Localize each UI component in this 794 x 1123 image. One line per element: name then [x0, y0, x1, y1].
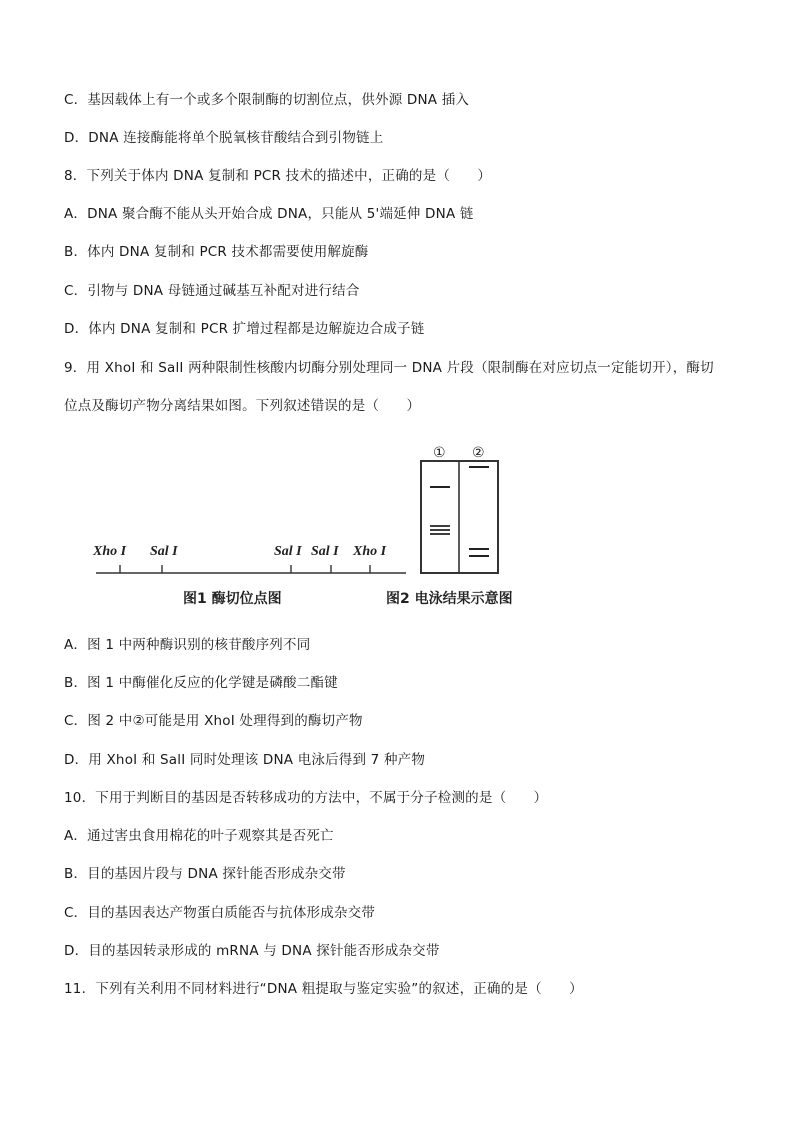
site-label-sal2: Sal I [274, 544, 302, 559]
option-d-q9: D．用 XhoI 和 SalI 同时处理该 DNA 电泳后得到 7 种产物 [64, 752, 426, 768]
fig2-caption: 图2 电泳结果示意图 [386, 591, 513, 607]
option-a-q9: A．图 1 中两种酶识别的核苷酸序列不同 [64, 637, 311, 653]
option-c-q10: C．目的基因表达产物蛋白质能否与抗体形成杂交带 [64, 905, 376, 921]
lane-label-2: ② [472, 445, 485, 461]
option-d-q10: D．目的基因转录形成的 mRNA 与 DNA 探针能否形成杂交带 [64, 943, 440, 959]
option-c-q7: C．基因载体上有一个或多个限制酶的切割位点，供外源 DNA 插入 [64, 92, 470, 108]
fig1-caption: 图1 酶切位点图 [183, 591, 282, 607]
option-b-q9: B．图 1 中酶催化反应的化学键是磷酸二酯键 [64, 675, 338, 691]
lane-label-1: ① [433, 445, 446, 461]
fig2-gel [386, 445, 513, 607]
option-c-q9: C．图 2 中②可能是用 XhoI 处理得到的酶切产物 [64, 713, 363, 729]
option-d-q7: D．DNA 连接酶能将单个脱氧核苷酸结合到引物链上 [64, 130, 384, 146]
question-9-line2: 位点及酶切产物分离结果如图。下列叙述错误的是（ ） [64, 398, 421, 414]
option-d-q8: D．体内 DNA 复制和 PCR 扩增过程都是边解旋边合成子链 [64, 321, 425, 337]
option-a-q8: A．DNA 聚合酶不能从头开始合成 DNA，只能从 5'端延伸 DNA 链 [64, 206, 474, 222]
question-11: 11．下列有关利用不同材料进行“DNA 粗提取与鉴定实验”的叙述，正确的是（ ） [64, 981, 583, 997]
site-label-sal1: Sal I [150, 544, 178, 559]
option-b-q8: B．体内 DNA 复制和 PCR 技术都需要使用解旋酶 [64, 244, 369, 260]
option-c-q8: C．引物与 DNA 母链通过碱基互补配对进行结合 [64, 283, 360, 299]
question-9-line1: 9．用 XhoI 和 SalI 两种限制性核酸内切酶分别处理同一 DNA 片段（限制酶在对应切点一定能切开），酶切 [64, 360, 714, 376]
fig1-site-map [92, 544, 406, 607]
question-10: 10．下用于判断目的基因是否转移成功的方法中，不属于分子检测的是（ ） [64, 790, 548, 806]
option-b-q10: B．目的基因片段与 DNA 探针能否形成杂交带 [64, 866, 346, 882]
site-label-xho1: Xho I [93, 544, 127, 559]
figure [0, 430, 794, 630]
site-label-sal3: Sal I [311, 544, 339, 559]
site-label-xho2: Xho I [353, 544, 387, 559]
question-8: 8．下列关于体内 DNA 复制和 PCR 技术的描述中，正确的是（ ） [64, 168, 492, 184]
option-a-q10: A．通过害虫食用棉花的叶子观察其是否死亡 [64, 828, 334, 844]
